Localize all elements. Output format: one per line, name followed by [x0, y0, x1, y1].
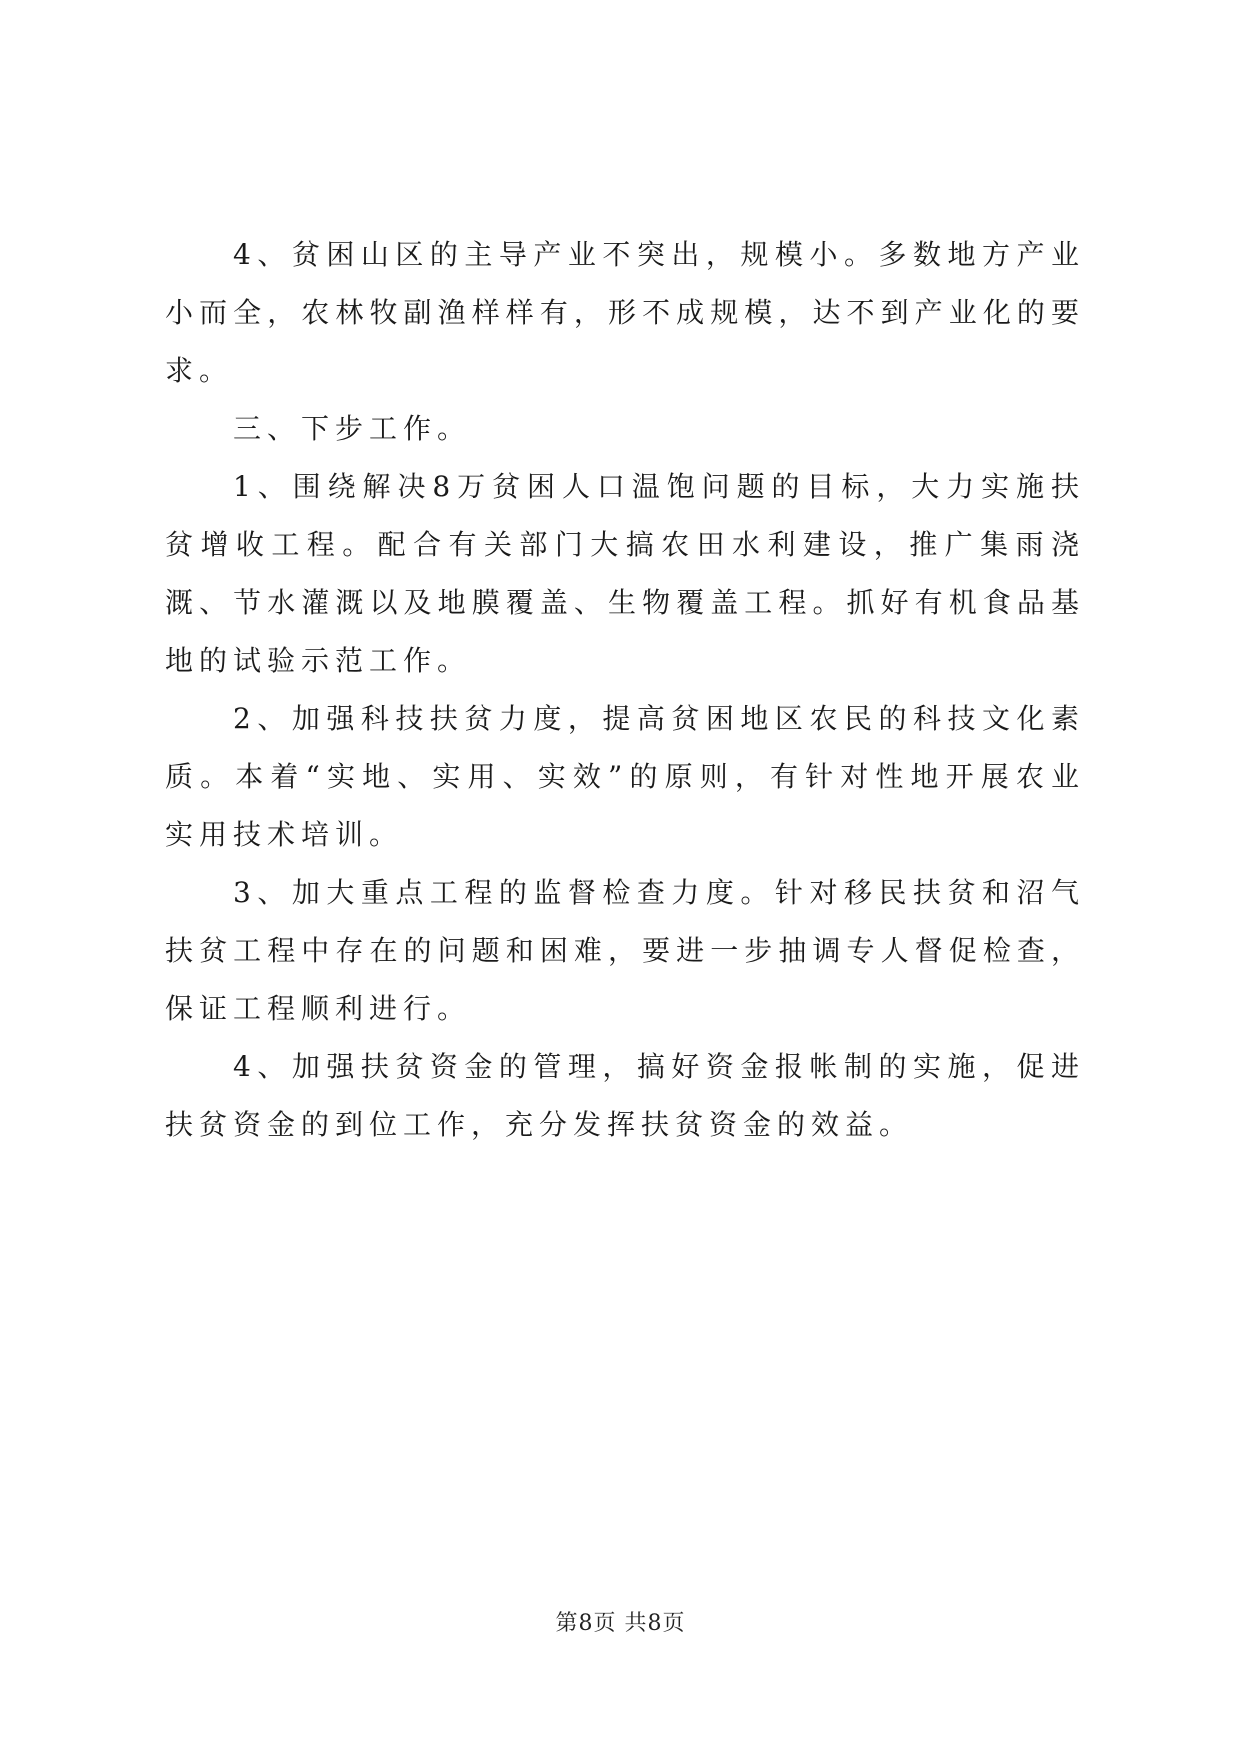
paragraph-step-4: 4、加强扶贫资金的管理，搞好资金报帐制的实施，促进扶贫资金的到位工作，充分发挥扶贫资金的效益。 — [165, 1050, 1085, 1141]
document-body — [165, 226, 1085, 1154]
page-number-footer: 第8页 共8页 — [555, 1611, 686, 1636]
section-heading-next-steps: 三、下步工作。 — [233, 412, 472, 445]
paragraph-industry-problem: 4、贫困山区的主导产业不突出，规模小。多数地方产业小而全，农林牧副渔样样有，形不成规模，达不到产业化的要求。 — [165, 238, 1085, 387]
paragraph-step-1: 1、围绕解决8万贫困人口温饱问题的目标，大力实施扶贫增收工程。配合有关部门大搞农田水利建设，推广集雨浇溉、节水灌溉以及地膜覆盖、生物覆盖工程。抓好有机食品基地的试验示范工作。 — [165, 470, 1085, 677]
paragraph-step-3: 3、加大重点工程的监督检查力度。针对移民扶贫和沼气扶贫工程中存在的问题和困难，要进一步抽调专人督促检查，保证工程顺利进行。 — [165, 876, 1085, 1025]
paragraph-step-2: 2、加强科技扶贫力度，提高贫困地区农民的科技文化素质。本着“实地、实用、实效”的原则，有针对性地开展农业实用技术培训。 — [165, 702, 1085, 851]
